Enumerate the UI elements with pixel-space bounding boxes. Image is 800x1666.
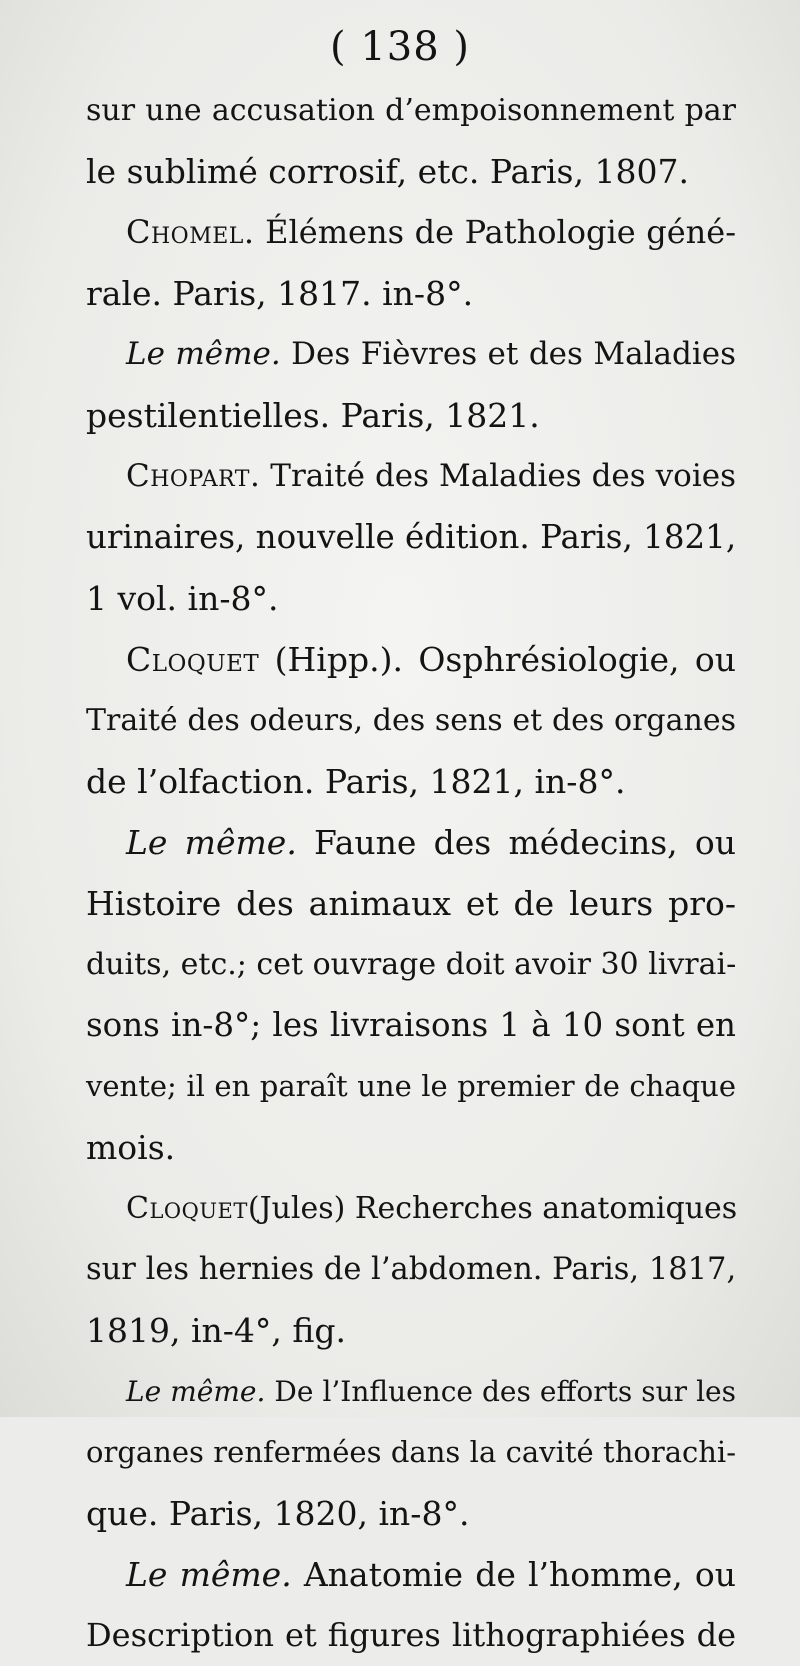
text-line: vente; il en paraît une le premier de chaque [86,1069,736,1103]
ibidem-label: Le même. [126,1555,292,1594]
text-line: 1819, in-4°, fig. [86,1311,347,1350]
entry-heading-line: Le même. Anatomie de l’homme, ou [126,1555,736,1594]
text-line: Histoire des animaux et de leurs pro- [86,884,736,923]
author-name: Cloquet [126,1191,248,1226]
entry-heading-line: Le même. Faune des médecins, ou [126,823,736,862]
text-line: rale. Paris, 1817. in-8°. [86,274,474,313]
text-line: mois. [86,1128,176,1167]
text-line: duits, etc.; cet ouvrage doit avoir 30 livrai- [86,947,737,982]
author-name: Chomel. [126,213,255,251]
entry-heading-line: Chomel. Élémens de Pathologie géné- [126,213,736,251]
page-number: ( 138 ) [330,24,470,70]
text-line: sur les hernies de l’abdomen. Paris, 1817, [86,1252,737,1287]
ibidem-label: Le même. [126,823,297,862]
text-line: Description et figures lithographiées de [86,1616,736,1654]
text-line: le sublimé corrosif, etc. Paris, 1807. [86,152,689,191]
ibidem-label: Le même. [126,336,281,372]
entry-heading-line: Le même. Des Fièvres et des Maladies [126,336,736,372]
author-name: Chopart. [126,458,261,494]
text-line: organes renfermées dans la cavité thorachi- [86,1435,736,1469]
entry-heading-line: Cloquet (Hipp.). Osphrésiologie, ou [126,640,736,679]
text-line: Traité des odeurs, des sens et des organes [86,703,736,738]
entry-heading-line: Le même. De l’Influence des efforts sur les [126,1375,736,1408]
entry-heading-line: Chopart. Traité des Maladies des voies [126,458,736,494]
text-line: que. Paris, 1820, in-8°. [86,1494,470,1533]
ibidem-label: Le même. [126,1375,266,1408]
text-line: pestilentielles. Paris, 1821. [86,396,540,435]
text-line: de l’olfaction. Paris, 1821, in-8°. [86,762,626,801]
entry-heading-line: Cloquet(Jules) Recherches anatomiques [126,1191,738,1226]
text-line: sons in-8°; les livraisons 1 à 10 sont en [86,1006,736,1044]
author-name: Cloquet [126,640,260,679]
text-line: urinaires, nouvelle édition. Paris, 1821, [86,518,737,556]
text-line: 1 vol. in-8°. [86,579,279,618]
bibliography-text [86,80,736,1666]
text-line: sur une accusation d’empoisonnement par [86,93,736,128]
